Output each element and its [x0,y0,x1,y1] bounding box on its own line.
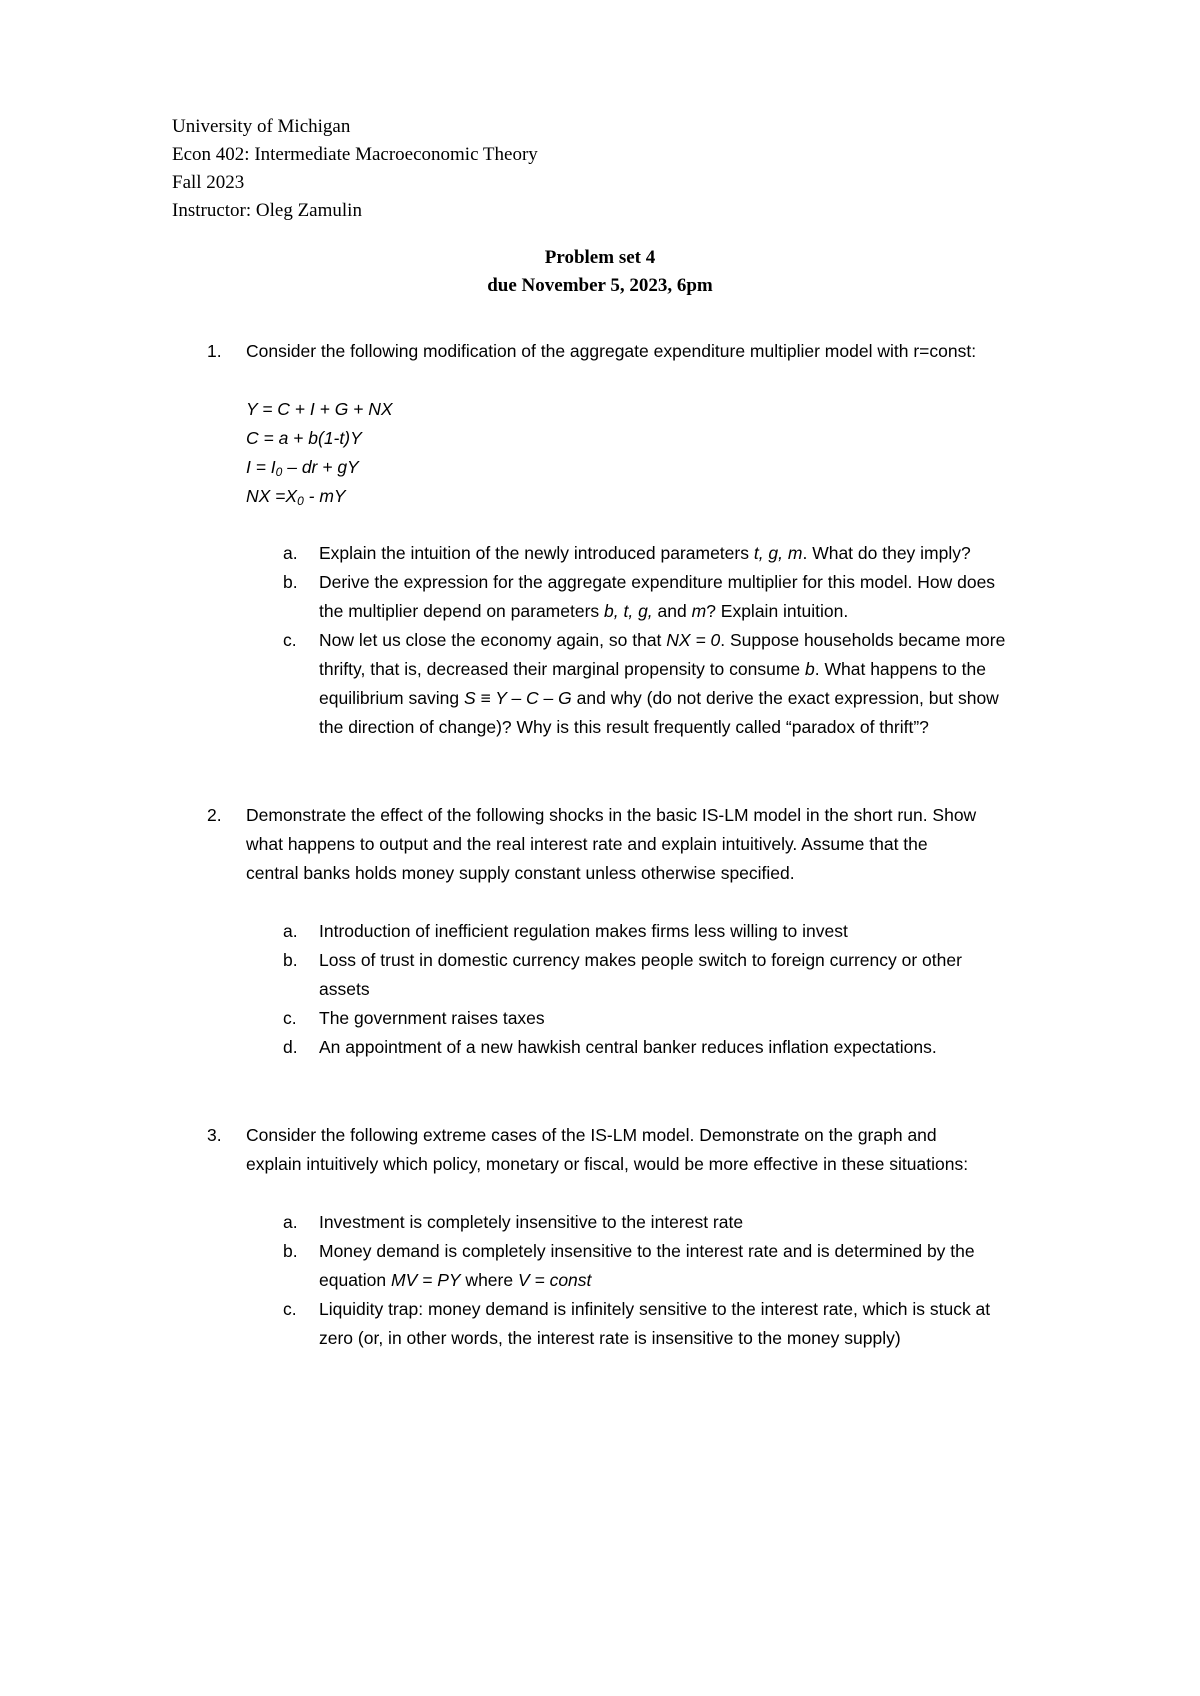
item-text: assets [319,979,370,999]
question-text: what happens to output and the real interest rate and explain intuitively. Assume that the [246,834,928,854]
item-text: Introduction of inefficient regulation makes firms less willing to invest [319,921,848,941]
question-text: Demonstrate the effect of the following shocks in the basic IS-LM model in the short run. Show [246,805,977,825]
equation: NX $=X_0$ - mY [246,486,346,508]
item-text: Derive the expression for the aggregate expenditure multiplier for this model. How does [319,572,996,592]
problem-set-title [0,244,1200,300]
item-text: zero (or, in other words, the interest rate is insensitive to the money supply) [319,1328,901,1348]
due-date: due November 5, 2023, 6pm [487,275,713,296]
item-text: the direction of change)? Why is this result frequently called “paradox of thrift”? [319,717,929,737]
item-text: thrifty, that is, decreased their marginal propensity to consume b. What happens to the [319,659,986,679]
item-text: equilibrium saving S ≡ Y – C – G and why (do not derive the exact expression, but show [319,688,999,708]
item-text: the multiplier depend on parameters b, t, g, and m? Explain intuition. [319,601,849,621]
instructor: Instructor: Oleg Zamulin [172,200,362,221]
course-header [172,113,538,225]
question-text: explain intuitively which policy, monetary or fiscal, would be more effective in these situations: [246,1154,969,1174]
title-line: Problem set 4 [544,247,656,268]
equation: Y = C + I + G + NX [246,399,393,419]
item-label: b. [283,1241,298,1261]
question-text: central banks holds money supply constant unless otherwise specified. [246,863,795,883]
term: Fall 2023 [172,172,245,193]
equation: C = a + b(1-t)Y [246,428,362,448]
item-label: c. [283,630,297,650]
item-label: b. [283,572,298,592]
item-label: d. [283,1037,298,1057]
item-label: a. [283,921,298,941]
item-text: Now let us close the economy again, so that NX = 0. Suppose households became more [319,630,1006,650]
item-label: c. [283,1008,297,1028]
question-number: 3. [207,1125,222,1145]
item-text: Loss of trust in domestic currency makes people switch to foreign currency or other [319,950,962,970]
item-text: An appointment of a new hawkish central banker reduces inflation expectations. [319,1037,937,1057]
item-text: Money demand is completely insensitive to the interest rate and is determined by the [319,1241,975,1261]
item-label: a. [283,1212,298,1232]
item-label: c. [283,1299,297,1319]
item-text: The government raises taxes [319,1008,545,1028]
equation: $I = I_0$ – dr + gY [246,457,359,479]
item-text: Explain the intuition of the newly introduced parameters t, g, m. What do they imply? [319,543,971,563]
question-text: Consider the following extreme cases of the IS-LM model. Demonstrate on the graph and [246,1125,937,1145]
item-label: a. [283,543,298,563]
question-intro: Consider the following modification of the aggregate expenditure multiplier model with r=const: [246,341,977,361]
question-number: 1. [207,341,222,361]
item-text: Investment is completely insensitive to the interest rate [319,1212,744,1232]
university-name: University of Michigan [172,116,351,137]
item-text: equation MV = PY where V = const [319,1270,592,1290]
question-number: 2. [207,805,222,825]
course-name: Econ 402: Intermediate Macroeconomic Theory [172,144,538,165]
item-text: Liquidity trap: money demand is infinitely sensitive to the interest rate, which is stuck at [319,1299,991,1319]
item-label: b. [283,950,298,970]
